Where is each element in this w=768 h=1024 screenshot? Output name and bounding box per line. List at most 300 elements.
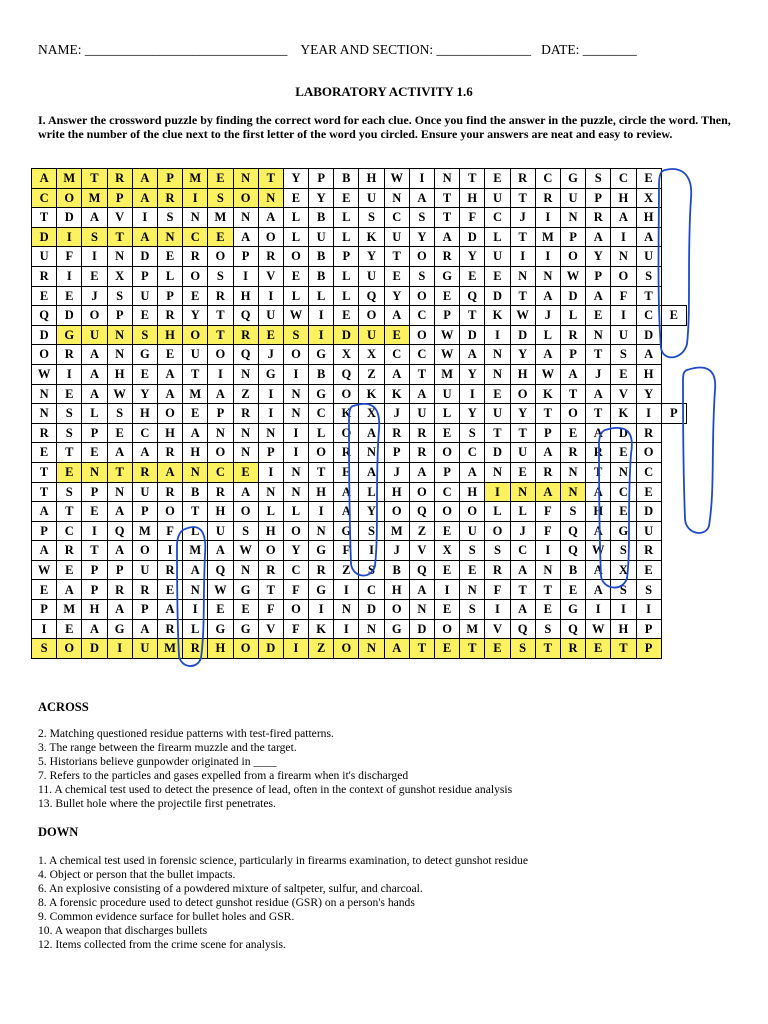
grid-cell: Y xyxy=(183,306,208,326)
grid-cell: N xyxy=(283,482,308,502)
grid-cell: H xyxy=(132,404,157,424)
grid-cell: T xyxy=(586,345,611,365)
grid-cell: U xyxy=(636,521,661,541)
grid-cell: S xyxy=(57,423,82,443)
grid-cell: E xyxy=(384,325,409,345)
grid-cell: C xyxy=(636,462,661,482)
grid-cell: L xyxy=(283,208,308,228)
grid-cell: S xyxy=(107,286,132,306)
grid-cell: U xyxy=(359,266,384,286)
grid-cell: D xyxy=(334,325,359,345)
grid-cell: A xyxy=(535,443,560,463)
grid-cell: U xyxy=(560,188,585,208)
grid-cell: A xyxy=(82,364,107,384)
grid-cell: U xyxy=(611,325,636,345)
grid-cell: N xyxy=(485,462,510,482)
grid-cell: H xyxy=(636,364,661,384)
grid-cell: R xyxy=(157,443,182,463)
grid-cell: N xyxy=(535,266,560,286)
grid-cell: M xyxy=(57,600,82,620)
grid-cell: A xyxy=(107,502,132,522)
grid-cell xyxy=(661,443,686,463)
grid-cell: U xyxy=(183,345,208,365)
grid-cell: Y xyxy=(460,404,485,424)
grid-cell: M xyxy=(460,619,485,639)
grid-cell: O xyxy=(233,502,258,522)
name-label: NAME: ______________________________ xyxy=(38,42,288,57)
grid-cell: M xyxy=(183,384,208,404)
grid-cell: R xyxy=(57,345,82,365)
grid-cell: A xyxy=(157,384,182,404)
grid-cell: T xyxy=(510,580,535,600)
grid-cell: L xyxy=(334,208,359,228)
grid-cell: O xyxy=(157,404,182,424)
grid-cell: J xyxy=(258,345,283,365)
grid-cell: X xyxy=(359,404,384,424)
grid-cell: P xyxy=(636,639,661,659)
grid-cell: E xyxy=(107,423,132,443)
grid-cell: T xyxy=(510,188,535,208)
grid-row xyxy=(32,208,687,228)
grid-cell: O xyxy=(560,247,585,267)
grid-cell: I xyxy=(485,325,510,345)
grid-cell: O xyxy=(283,345,308,365)
grid-cell: T xyxy=(409,639,434,659)
grid-row xyxy=(32,541,687,561)
grid-cell: E xyxy=(32,286,57,306)
grid-cell: H xyxy=(208,502,233,522)
grid-cell: A xyxy=(586,384,611,404)
date-label: DATE: ________ xyxy=(541,42,637,57)
grid-cell: H xyxy=(183,443,208,463)
across-clue: 7. Refers to the particles and gases expelled from a firearm when it's discharged xyxy=(38,769,409,782)
grid-cell: E xyxy=(435,423,460,443)
grid-cell: Y xyxy=(409,227,434,247)
grid-cell: P xyxy=(32,600,57,620)
grid-cell: C xyxy=(32,188,57,208)
grid-cell: L xyxy=(309,286,334,306)
grid-cell: U xyxy=(409,404,434,424)
grid-cell: R xyxy=(309,560,334,580)
grid-cell: Q xyxy=(560,619,585,639)
grid-cell: E xyxy=(435,560,460,580)
across-clue: 11. A chemical test used to detect the presence of lead, often in the context of gunshot residue analysis xyxy=(38,783,513,796)
grid-cell: P xyxy=(82,560,107,580)
grid-cell: A xyxy=(384,306,409,326)
grid-cell: A xyxy=(586,286,611,306)
grid-cell xyxy=(661,521,686,541)
grid-cell: A xyxy=(132,619,157,639)
grid-cell: X xyxy=(107,266,132,286)
grid-cell: P xyxy=(435,462,460,482)
grid-cell: C xyxy=(460,443,485,463)
grid-cell: U xyxy=(485,404,510,424)
grid-cell: C xyxy=(611,169,636,189)
grid-cell: A xyxy=(107,443,132,463)
grid-cell: N xyxy=(485,364,510,384)
grid-cell: A xyxy=(586,423,611,443)
grid-cell: G xyxy=(233,619,258,639)
grid-cell: I xyxy=(435,580,460,600)
down-clue: 6. An explosive consisting of a powdered mixture of saltpeter, sulfur, and charcoal. xyxy=(38,882,423,895)
grid-cell: I xyxy=(157,541,182,561)
grid-cell: H xyxy=(107,364,132,384)
across-clue: 13. Bullet hole where the projectile first penetrates. xyxy=(38,797,276,810)
grid-cell: E xyxy=(535,600,560,620)
grid-cell: E xyxy=(233,600,258,620)
grid-cell: T xyxy=(535,404,560,424)
grid-cell: Q xyxy=(409,502,434,522)
grid-cell: I xyxy=(510,247,535,267)
grid-cell: P xyxy=(82,423,107,443)
grid-cell: Y xyxy=(510,345,535,365)
grid-cell: I xyxy=(334,580,359,600)
grid-cell: T xyxy=(183,502,208,522)
grid-cell: O xyxy=(460,502,485,522)
grid-cell: C xyxy=(611,482,636,502)
grid-cell: A xyxy=(535,286,560,306)
grid-cell: A xyxy=(32,502,57,522)
grid-cell: N xyxy=(359,619,384,639)
grid-cell: R xyxy=(32,423,57,443)
grid-cell: A xyxy=(132,169,157,189)
grid-cell: A xyxy=(57,580,82,600)
grid-cell: U xyxy=(258,306,283,326)
grid-cell: A xyxy=(409,188,434,208)
word-search-grid xyxy=(31,168,687,659)
grid-cell: H xyxy=(309,482,334,502)
grid-cell: Y xyxy=(586,247,611,267)
grid-cell: C xyxy=(309,404,334,424)
grid-cell: T xyxy=(586,462,611,482)
grid-cell: P xyxy=(132,502,157,522)
grid-cell: C xyxy=(409,306,434,326)
grid-cell: H xyxy=(636,208,661,228)
grid-cell: E xyxy=(183,286,208,306)
grid-cell: I xyxy=(82,247,107,267)
grid-cell: I xyxy=(309,600,334,620)
grid-cell: I xyxy=(283,423,308,443)
grid-cell: A xyxy=(32,169,57,189)
grid-cell: T xyxy=(82,541,107,561)
grid-cell: B xyxy=(309,364,334,384)
grid-cell: X xyxy=(435,541,460,561)
grid-cell: Z xyxy=(309,639,334,659)
grid-row xyxy=(32,580,687,600)
grid-cell: M xyxy=(57,169,82,189)
grid-cell: Y xyxy=(384,286,409,306)
grid-cell: R xyxy=(535,188,560,208)
grid-cell: L xyxy=(560,306,585,326)
grid-cell: N xyxy=(233,169,258,189)
grid-cell: E xyxy=(636,482,661,502)
grid-cell: Y xyxy=(460,247,485,267)
grid-cell: I xyxy=(258,404,283,424)
grid-cell: Q xyxy=(560,541,585,561)
grid-cell: A xyxy=(586,521,611,541)
grid-cell: R xyxy=(409,423,434,443)
grid-cell: I xyxy=(57,364,82,384)
grid-cell: J xyxy=(535,306,560,326)
grid-cell: P xyxy=(334,247,359,267)
grid-cell: M xyxy=(157,639,182,659)
grid-cell: A xyxy=(82,208,107,228)
grid-cell: H xyxy=(233,286,258,306)
grid-cell: E xyxy=(334,188,359,208)
grid-cell: J xyxy=(82,286,107,306)
grid-cell: P xyxy=(132,266,157,286)
grid-cell: A xyxy=(409,580,434,600)
grid-cell: E xyxy=(485,169,510,189)
grid-cell: N xyxy=(183,462,208,482)
grid-cell: Q xyxy=(359,286,384,306)
grid-cell: B xyxy=(309,247,334,267)
grid-cell: N xyxy=(107,345,132,365)
grid-cell: A xyxy=(359,423,384,443)
grid-cell: T xyxy=(32,462,57,482)
grid-cell: S xyxy=(233,521,258,541)
grid-cell: X xyxy=(611,560,636,580)
grid-cell: A xyxy=(132,443,157,463)
grid-cell: U xyxy=(132,286,157,306)
grid-cell: U xyxy=(485,247,510,267)
grid-cell: H xyxy=(359,169,384,189)
grid-row xyxy=(32,286,687,306)
grid-cell: I xyxy=(233,266,258,286)
grid-cell: N xyxy=(82,462,107,482)
grid-cell: S xyxy=(586,169,611,189)
grid-cell: O xyxy=(132,541,157,561)
grid-cell: F xyxy=(258,600,283,620)
grid-cell: E xyxy=(233,462,258,482)
grid-cell xyxy=(661,619,686,639)
grid-cell: A xyxy=(384,639,409,659)
grid-cell: G xyxy=(611,521,636,541)
grid-cell: E xyxy=(611,364,636,384)
grid-cell: R xyxy=(636,423,661,443)
grid-cell: O xyxy=(359,306,384,326)
grid-cell: R xyxy=(107,169,132,189)
grid-cell: S xyxy=(359,560,384,580)
grid-cell: S xyxy=(535,619,560,639)
grid-cell: T xyxy=(460,306,485,326)
grid-cell: S xyxy=(611,580,636,600)
grid-cell: Q xyxy=(510,619,535,639)
grid-cell: P xyxy=(636,619,661,639)
grid-row xyxy=(32,325,687,345)
grid-cell: U xyxy=(485,188,510,208)
grid-cell: T xyxy=(107,227,132,247)
grid-cell: H xyxy=(611,188,636,208)
grid-cell: N xyxy=(384,188,409,208)
grid-cell: O xyxy=(384,600,409,620)
grid-cell: P xyxy=(157,169,182,189)
grid-cell: R xyxy=(435,247,460,267)
grid-cell: W xyxy=(384,169,409,189)
grid-cell: K xyxy=(485,306,510,326)
grid-cell: Y xyxy=(283,541,308,561)
grid-cell: D xyxy=(560,286,585,306)
grid-cell: T xyxy=(535,639,560,659)
grid-cell: F xyxy=(283,580,308,600)
grid-cell: Y xyxy=(359,247,384,267)
grid-row xyxy=(32,404,687,424)
grid-cell: P xyxy=(82,580,107,600)
grid-row xyxy=(32,502,687,522)
grid-cell: N xyxy=(233,443,258,463)
grid-cell: O xyxy=(183,266,208,286)
grid-cell xyxy=(661,502,686,522)
grid-cell: I xyxy=(208,364,233,384)
grid-cell: R xyxy=(334,443,359,463)
grid-cell: G xyxy=(384,619,409,639)
grid-cell: U xyxy=(309,227,334,247)
grid-cell: R xyxy=(157,482,182,502)
grid-cell: W xyxy=(233,541,258,561)
grid-cell: P xyxy=(233,247,258,267)
grid-cell: D xyxy=(409,619,434,639)
grid-cell: A xyxy=(32,541,57,561)
down-clue-list xyxy=(38,854,738,952)
grid-cell: E xyxy=(435,639,460,659)
down-clue: 10. A weapon that discharges bullets xyxy=(38,924,208,937)
grid-cell: C xyxy=(384,345,409,365)
grid-cell: P xyxy=(132,600,157,620)
grid-cell: O xyxy=(32,345,57,365)
grid-cell: D xyxy=(611,423,636,443)
grid-cell: P xyxy=(661,404,686,424)
grid-cell: G xyxy=(309,541,334,561)
grid-cell: B xyxy=(334,169,359,189)
grid-cell: E xyxy=(435,600,460,620)
grid-cell: P xyxy=(82,482,107,502)
grid-cell: Q xyxy=(409,560,434,580)
across-clue: 3. The range between the firearm muzzle and the target. xyxy=(38,741,297,754)
grid-cell: J xyxy=(384,404,409,424)
grid-cell: S xyxy=(460,600,485,620)
grid-cell: E xyxy=(560,423,585,443)
grid-cell: L xyxy=(309,423,334,443)
grid-cell: Z xyxy=(359,364,384,384)
grid-cell: R xyxy=(384,423,409,443)
grid-cell: C xyxy=(359,580,384,600)
grid-row xyxy=(32,443,687,463)
instructions: I. Answer the crossword puzzle by finding the correct word for each clue. Once you find the answer in the puzzle, circle the word. Then, write the number of the clue next to the first letter of the word you circled. Ensure your answers are neat and easy to review. xyxy=(38,113,731,141)
grid-cell: R xyxy=(157,560,182,580)
grid-cell: N xyxy=(359,639,384,659)
grid-cell: V xyxy=(611,384,636,404)
down-heading: DOWN xyxy=(38,825,79,839)
grid-cell: R xyxy=(132,580,157,600)
grid-cell: Y xyxy=(359,502,384,522)
grid-cell: R xyxy=(586,208,611,228)
grid-cell: I xyxy=(309,306,334,326)
grid-cell: T xyxy=(510,423,535,443)
grid-cell: N xyxy=(359,443,384,463)
grid-cell: C xyxy=(435,482,460,502)
grid-row xyxy=(32,521,687,541)
grid-cell: O xyxy=(258,541,283,561)
grid-cell: C xyxy=(535,169,560,189)
grid-cell: R xyxy=(586,443,611,463)
grid-cell: W xyxy=(435,345,460,365)
grid-cell: A xyxy=(157,462,182,482)
grid-cell: O xyxy=(409,482,434,502)
grid-cell: I xyxy=(409,169,434,189)
grid-cell: K xyxy=(359,384,384,404)
grid-cell: K xyxy=(611,404,636,424)
grid-cell: E xyxy=(157,580,182,600)
grid-cell: E xyxy=(661,306,686,326)
grid-cell: O xyxy=(208,247,233,267)
grid-cell: A xyxy=(359,462,384,482)
grid-cell: A xyxy=(535,345,560,365)
grid-cell: S xyxy=(460,423,485,443)
grid-cell: F xyxy=(57,247,82,267)
grid-cell: N xyxy=(258,423,283,443)
grid-cell: A xyxy=(183,560,208,580)
grid-cell: E xyxy=(460,560,485,580)
grid-cell: D xyxy=(258,639,283,659)
grid-cell: T xyxy=(258,580,283,600)
grid-cell: L xyxy=(485,227,510,247)
grid-cell: V xyxy=(409,541,434,561)
grid-cell: O xyxy=(233,639,258,659)
grid-cell: O xyxy=(283,247,308,267)
grid-cell: P xyxy=(258,443,283,463)
grid-cell: D xyxy=(359,600,384,620)
grid-cell: F xyxy=(283,619,308,639)
grid-cell: O xyxy=(208,345,233,365)
grid-cell: C xyxy=(636,306,661,326)
grid-cell: E xyxy=(132,306,157,326)
grid-cell: P xyxy=(535,423,560,443)
grid-cell: S xyxy=(359,208,384,228)
grid-row xyxy=(32,560,687,580)
grid-cell: L xyxy=(510,502,535,522)
down-clue: 8. A forensic procedure used to detect gunshot residue (GSR) on a person's hands xyxy=(38,896,415,909)
grid-cell: A xyxy=(258,208,283,228)
grid-cell: S xyxy=(157,208,182,228)
grid-cell: I xyxy=(32,619,57,639)
grid-cell: T xyxy=(32,482,57,502)
grid-cell xyxy=(661,462,686,482)
grid-cell: I xyxy=(309,502,334,522)
grid-cell: O xyxy=(258,227,283,247)
grid-cell: N xyxy=(510,266,535,286)
grid-cell: E xyxy=(57,462,82,482)
grid-cell: T xyxy=(208,306,233,326)
grid-cell: U xyxy=(359,188,384,208)
grid-cell: G xyxy=(208,619,233,639)
grid-cell: G xyxy=(107,619,132,639)
grid-row xyxy=(32,345,687,365)
grid-cell: T xyxy=(57,502,82,522)
grid-cell: W xyxy=(510,306,535,326)
grid-cell: F xyxy=(485,580,510,600)
grid-row xyxy=(32,600,687,620)
grid-cell: N xyxy=(32,384,57,404)
grid-cell: U xyxy=(384,227,409,247)
grid-cell: T xyxy=(510,286,535,306)
grid-cell: U xyxy=(208,521,233,541)
grid-cell: U xyxy=(510,443,535,463)
grid-cell: I xyxy=(460,384,485,404)
grid-cell: E xyxy=(32,580,57,600)
grid-cell: T xyxy=(485,423,510,443)
grid-cell: T xyxy=(435,208,460,228)
grid-cell: D xyxy=(460,325,485,345)
